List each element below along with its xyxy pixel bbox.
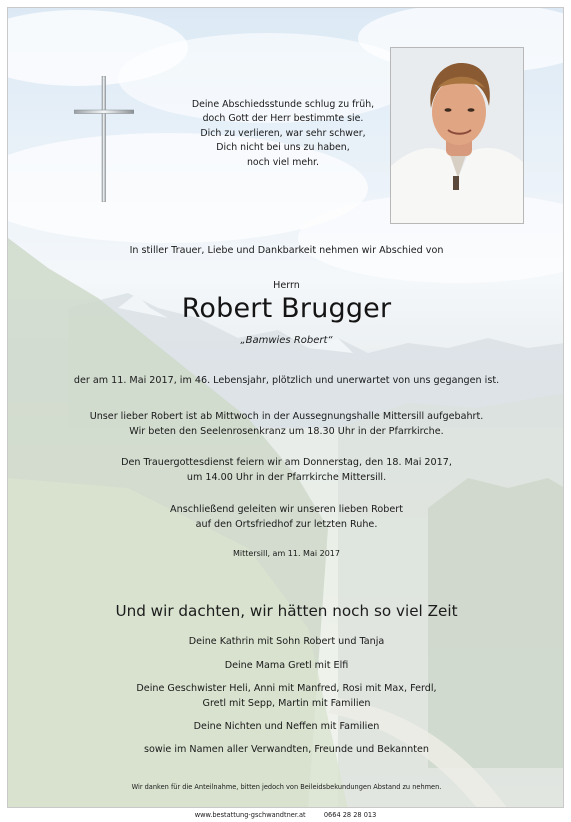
funeral-home-website[interactable]: www.bestattung-gschwandtner.at <box>194 811 306 819</box>
burial-line: Anschließend geleiten wir unseren lieben Robert <box>170 504 403 515</box>
place-date: Mittersill, am 11. Mai 2017 <box>233 549 340 558</box>
thanks-note: Wir danken für die Anteilnahme, bitten jedoch von Beileidsbekundungen Abstand zu nehmen. <box>131 783 442 791</box>
poem-line: Deine Abschiedsstunde schlug zu früh, <box>191 99 375 110</box>
poem-line: Dich zu verlieren, war sehr schwer, <box>200 127 366 139</box>
burial-line: auf den Ortsfriedhof zur letzten Ruhe. <box>195 519 378 530</box>
mourner-line: sowie im Namen aller Verwandten, Freunde und Bekannten <box>144 744 429 755</box>
funeral-home-phone: 0664 28 28 013 <box>323 811 377 819</box>
poem-line: doch Gott der Herr bestimmte sie. <box>202 113 364 125</box>
portrait-photo <box>390 47 524 224</box>
viewing-line: Unser lieber Robert ist ab Mittwoch in der Aussegnungshalle Mittersill aufgebahrt. <box>89 411 484 422</box>
obituary-card <box>7 7 564 808</box>
nickname: „Bamwies Robert“ <box>240 335 333 346</box>
footer-contact <box>0 811 571 819</box>
mourner-line: Deine Mama Gretl mit Elfi <box>224 660 349 671</box>
service-line: Den Trauergottesdienst feiern wir am Donnerstag, den 18. Mai 2017, <box>121 457 452 468</box>
salutation: Herrn <box>273 280 300 291</box>
mourner-line: Deine Kathrin mit Sohn Robert und Tanja <box>188 636 385 647</box>
mourner-line: Deine Nichten und Neffen mit Familien <box>193 721 380 732</box>
mourners-heading: Und wir dachten, wir hätten noch so viel Zeit <box>115 602 458 620</box>
mourner-line: Gretl mit Sepp, Martin mit Familien <box>202 698 371 709</box>
poem-line: noch viel mehr. <box>246 156 320 168</box>
mourner-line: Deine Geschwister Heli, Anni mit Manfred, Rosi mit Max, Ferdl, <box>136 683 437 694</box>
intro-text: In stiller Trauer, Liebe und Dankbarkeit nehmen wir Abschied von <box>129 245 444 256</box>
poem-line: Dich nicht bei uns zu haben, <box>216 142 350 154</box>
deceased-name: Robert Brugger <box>181 293 392 324</box>
service-line: um 14.00 Uhr in der Pfarrkirche Mittersill. <box>186 472 387 483</box>
cross-icon <box>74 76 134 202</box>
death-notice: der am 11. Mai 2017, im 46. Lebensjahr, plötzlich und unerwartet von uns gegangen ist. <box>73 375 500 386</box>
poem <box>158 98 408 170</box>
viewing-line: Wir beten den Seelenrosenkranz um 18.30 Uhr in der Pfarrkirche. <box>129 426 444 437</box>
